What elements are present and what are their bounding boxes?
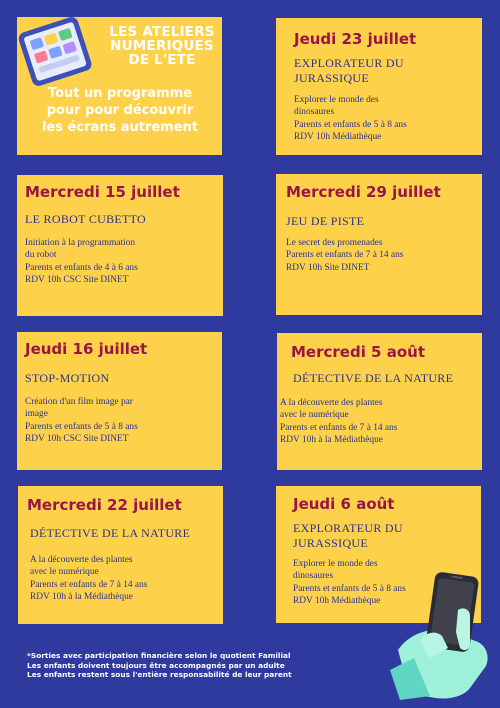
workshop-desc-line: Création d'un film image par	[25, 397, 133, 407]
workshop-description	[293, 558, 406, 607]
workshop-desc-line: A la découverte des plantes	[30, 555, 133, 565]
workshop-desc-line: dinosaures	[293, 571, 334, 582]
workshop-title-line: LE ROBOT CUBETTO	[25, 212, 147, 226]
workshop-date: Mercredi 5 août	[291, 343, 425, 361]
intro-subtitle-line: pour pour découvrir	[46, 103, 194, 118]
tablet-icon	[11, 15, 103, 93]
workshop-card	[18, 486, 223, 624]
footer-line: Les enfants doivent toujours être accompagnés par un adulte	[27, 660, 285, 670]
workshop-title-line: DÉTECTIVE DE LA NATURE	[30, 526, 191, 540]
workshop-title-line: STOP-MOTION	[25, 371, 110, 385]
workshop-desc-line: image	[25, 409, 48, 420]
workshop-desc-line: Parents et enfants de 5 à 8 ans	[294, 119, 407, 130]
workshop-desc-line: dinosaures	[294, 107, 335, 118]
workshop-desc-line: RDV 10h Médiathèque	[293, 595, 381, 606]
workshop-description	[25, 237, 138, 286]
workshop-title	[293, 521, 403, 551]
workshop-title-line: EXPLORATEUR DU	[294, 56, 404, 70]
workshop-date: Mercredi 29 juillet	[286, 183, 441, 201]
workshop-card	[17, 175, 223, 316]
workshop-card	[17, 332, 222, 470]
intro-title-line: DE L'ETE	[128, 52, 196, 68]
intro-subtitle-line: Tout un programme	[47, 86, 193, 101]
workshop-desc-line: du robot	[25, 250, 57, 261]
intro-subtitle-line: les écrans autrement	[41, 120, 199, 135]
workshop-date: Jeudi 23 juillet	[294, 30, 417, 48]
workshop-title	[294, 56, 404, 86]
workshop-title	[25, 371, 109, 386]
workshop-date: Mercredi 22 juillet	[27, 496, 182, 514]
workshop-description	[286, 237, 403, 274]
workshop-desc-line: Le secret des promenades	[286, 238, 383, 248]
workshop-title-line: DÉTECTIVE DE LA NATURE	[293, 371, 454, 385]
hand-phone-icon	[390, 570, 498, 700]
footer-line: Les enfants restent sous l'entière responsabilité de leur parent	[27, 670, 292, 679]
intro-card	[17, 17, 222, 155]
workshop-desc-line: Parents et enfants de 5 à 8 ans	[25, 421, 138, 432]
workshop-desc-line: Explorer le monde des	[294, 95, 379, 105]
workshop-card	[276, 18, 482, 155]
footer-notes	[27, 651, 357, 680]
workshop-desc-line: Parents et enfants de 7 à 14 ans	[286, 250, 404, 261]
workshop-desc-line: avec le numérique	[280, 410, 349, 421]
intro-subtitle	[21, 85, 219, 136]
workshop-desc-line: RDV 10h CSC Site DINET	[25, 274, 129, 285]
intro-title-line: NUMERIQUES	[110, 38, 214, 54]
workshop-title	[286, 214, 364, 229]
workshop-desc-line: RDV 10h à la Médiathèque	[30, 591, 133, 602]
intro-title-line: LES ATELIERS	[109, 24, 215, 40]
workshop-desc-line: A la découverte des plantes	[280, 398, 383, 408]
workshop-desc-line: Parents et enfants de 4 à 6 ans	[25, 262, 138, 273]
workshop-date: Jeudi 6 août	[293, 495, 395, 513]
workshop-desc-line: Parents et enfants de 7 à 14 ans	[280, 422, 398, 433]
workshop-date: Mercredi 15 juillet	[25, 183, 180, 201]
workshop-title	[293, 371, 453, 386]
workshop-title	[25, 212, 146, 227]
workshop-desc-line: Parents et enfants de 5 à 8 ans	[293, 583, 406, 594]
workshop-card	[277, 333, 482, 470]
workshop-description	[294, 94, 407, 143]
workshop-title-line: JEU DE PISTE	[286, 214, 365, 228]
workshop-title-line: JURASSIQUE	[293, 536, 369, 550]
workshop-description	[25, 396, 138, 445]
workshop-desc-line: RDV 10h Site DINET	[286, 262, 370, 273]
workshop-date: Jeudi 16 juillet	[25, 340, 148, 358]
workshop-desc-line: RDV 10h CSC Site DINET	[25, 433, 129, 444]
workshop-desc-line: RDV 10h Médiathèque	[294, 131, 382, 142]
workshop-desc-line: Parents et enfants de 7 à 14 ans	[30, 579, 148, 590]
workshop-card	[276, 174, 482, 315]
workshop-desc-line: avec le numérique	[30, 567, 99, 578]
footer-line: *Sorties avec participation financière selon le quotient Familial	[27, 651, 291, 660]
workshop-title-line: EXPLORATEUR DU	[293, 521, 403, 535]
workshop-description	[280, 397, 397, 446]
workshop-desc-line: Explorer le monde des	[293, 559, 378, 569]
workshop-title-line: JURASSIQUE	[294, 71, 370, 85]
workshop-desc-line: Initiation à la programmation	[25, 238, 136, 248]
workshop-description	[30, 554, 147, 603]
intro-title	[103, 25, 221, 67]
workshop-title	[30, 526, 190, 541]
workshop-desc-line: RDV 10h à la Médiathèque	[280, 434, 383, 445]
